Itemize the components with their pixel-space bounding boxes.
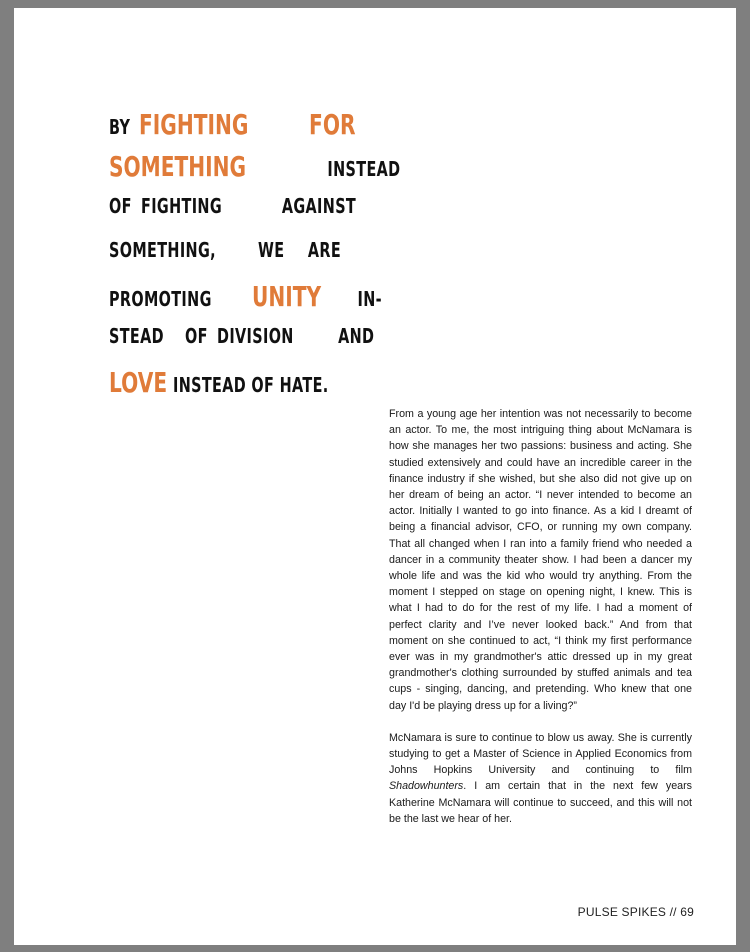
pull-quote-line-1: [109, 108, 356, 150]
quote-word: DIVISION: [216, 324, 294, 348]
quote-word: STEAD: [109, 324, 164, 348]
paragraph-text: McNamara is sure to continue to blow us away. She is currently studying to get a Master of Science in Applied Economics from Johns Hopkins University and continuing to film: [389, 731, 692, 777]
quote-word: PROMOTING: [109, 287, 212, 311]
quote-word: AGAINST: [282, 194, 357, 218]
quote-word: OF: [109, 194, 132, 218]
quote-word: [173, 373, 333, 397]
pull-quote-line-7: [109, 366, 341, 410]
article-paragraph-2: [389, 730, 692, 827]
quote-highlight-word: FOR: [308, 108, 356, 141]
paragraph-text: . I am certain that in the next few years Katherine McNamara will continue to succeed, and this will not be the last we hear of her.: [389, 780, 692, 825]
quote-highlight-word: FIGHTING: [138, 108, 249, 141]
quote-word: IN-: [357, 287, 382, 311]
pull-quote-line-6: [109, 324, 374, 366]
pull-quote-line-4: [109, 238, 341, 280]
show-title: Shadowhunters: [389, 780, 464, 793]
pull-quote-line-5: [109, 280, 382, 324]
quote-word: BY: [109, 115, 131, 139]
page-footer: PULSE SPIKES // 69: [577, 905, 694, 919]
pull-quote-line-2: [109, 150, 401, 194]
quote-word: SOMETHING,: [109, 238, 216, 262]
quote-highlight-word: [109, 366, 167, 399]
quote-word: OF: [185, 324, 209, 348]
pull-quote: [109, 108, 401, 410]
pull-quote-line-3: [109, 194, 357, 238]
magazine-page: [14, 8, 736, 945]
quote-text: INSTEAD OF HATE.: [173, 373, 329, 397]
quote-word: FIGHTING: [140, 194, 222, 218]
quote-highlight-word: UNITY: [251, 280, 321, 313]
article-body: [389, 406, 692, 843]
quote-word: WE: [257, 238, 285, 262]
quote-highlight-word: SOMETHING: [109, 150, 247, 183]
article-paragraph-1: From a young age her intention was not necessarily to become an actor. To me, the most intriguing thing about McNamara is how she manages her two passions: business and acting. She studied extensively and could have an incredible career in the finance industry if she wished, but she also did not give up on her dream of being an actor. “I never intended to become an actor. Initially I wanted to go into finance. As a kid I dreamt of being a financial advisor, CFO, or running my own company. That all changed when I ran into a family friend who needed a dancer in a community theater show. I had been a dancer my whole life and was the kid who would try anything. From the moment I stepped on stage on opening night, I knew. This is what I had to do for the rest of my life. I had a moment of perfect clarity and I’ve never looked back.” And from that moment on she continued to act, “I think my first performance ever was in my grandmother's attic dressed up in my great grandmother's clothing surrounded by stuffed animals and tea cups - singing, dancing, and pretending. Who knew that one day I'd be playing dress up for a living?”: [389, 408, 692, 712]
quote-word: ARE: [307, 238, 341, 262]
quote-word: INSTEAD: [327, 157, 401, 181]
quote-word: AND: [337, 324, 374, 348]
quote-highlight-text: LOVE: [109, 366, 168, 399]
